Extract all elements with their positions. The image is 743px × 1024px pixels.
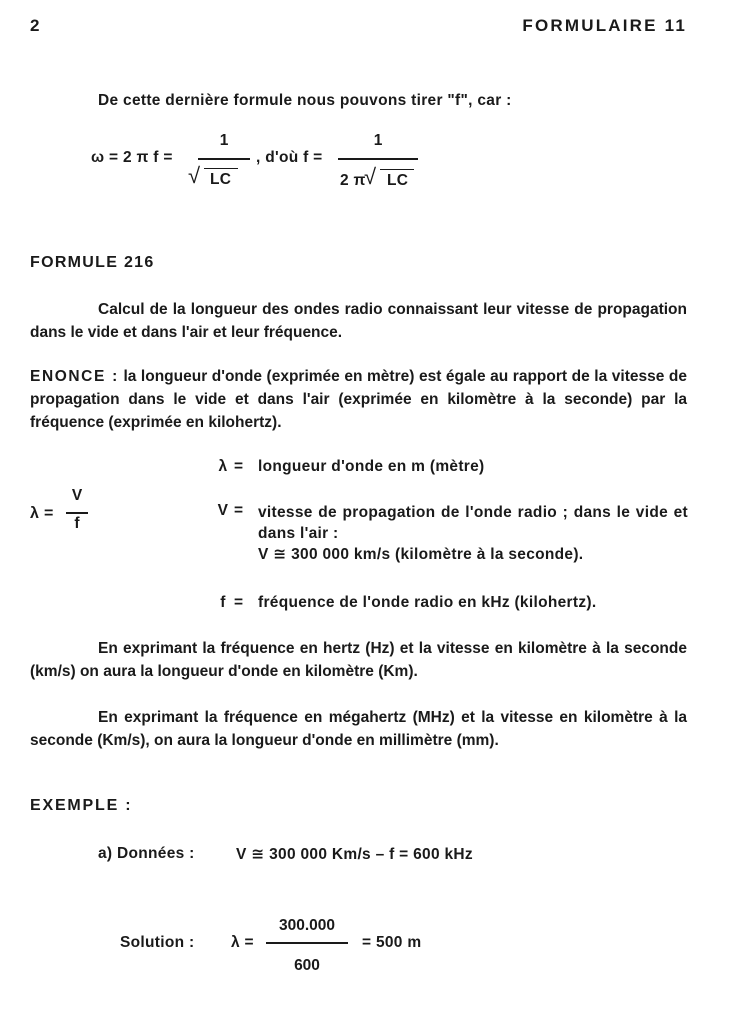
description: Calcul de la longueur des ondes radio connaissant leur vitesse de propagation dans le vide et dans l'air et leur fréquence. [30, 301, 687, 341]
main-fraction-bar [66, 512, 88, 514]
solution-fraction-bar [266, 942, 348, 944]
definition-eq: = [234, 594, 244, 611]
omega-fraction-bar-1 [198, 158, 250, 160]
definition-text: fréquence de l'onde radio en kHz (kilohertz). [258, 594, 597, 611]
paragraph-hz: En exprimant la fréquence en hertz (Hz) et la vitesse en kilomètre à la seconde (km/s) on aura la longueur d'onde en kilomètre (Km). [30, 640, 687, 680]
definition-eq: = [234, 458, 244, 475]
enonce-text: la longueur d'onde (exprimée en mètre) est égale au rapport de la vitesse de propagation dans le vide et dans l'air (exprimée en kilomètre à la seconde) par la fréquence (exprimée en kilohertz). [30, 368, 687, 431]
page-number: 2 [30, 16, 40, 35]
omega-fraction-bar-2 [338, 158, 418, 160]
solution-denominator: 600 [294, 957, 320, 974]
definition-text: longueur d'onde en m (mètre) [258, 458, 485, 475]
omega-den2-prefix: 2 π [340, 172, 366, 189]
formula-title: FORMULE 216 [30, 254, 155, 271]
definition-extra: V ≅ 300 000 km/s (kilomètre à la seconde). [258, 546, 584, 563]
main-lhs: λ = [30, 505, 54, 522]
enonce [30, 365, 687, 434]
definition-symbol: V [217, 502, 229, 519]
solution-result: = 500 m [362, 934, 422, 951]
main-denominator: f [74, 515, 80, 532]
sqrt-overline-2 [380, 169, 414, 170]
definition-symbol: f [220, 594, 226, 611]
sqrt-overline-1 [204, 168, 238, 169]
solution-lhs: λ = [231, 934, 254, 951]
sqrt-icon: √ [188, 163, 201, 188]
definition-symbol: λ [218, 458, 228, 475]
definition-text: vitesse de propagation de l'onde radio ; dans le vide et dans l'air : [258, 504, 688, 542]
omega-lhs: ω = 2 π f = [91, 149, 173, 166]
sqrt-icon: √ [364, 164, 377, 189]
omega-den1: LC [210, 171, 232, 188]
omega-middle: , d'où f = [256, 149, 323, 166]
definition-eq: = [234, 502, 244, 519]
omega-num1: 1 [219, 132, 229, 149]
running-title: FORMULAIRE 11 [522, 16, 687, 35]
paragraph-mhz: En exprimant la fréquence en mégahertz (MHz) et la vitesse en kilomètre à la seconde (Km/s), on aura la longueur d'onde en millimètre (mm). [30, 709, 687, 749]
enonce-label: ENONCE : [30, 368, 119, 385]
intro-text: De cette dernière formule nous pouvons tirer "f", car : [98, 92, 512, 109]
solution-numerator: 300.000 [278, 917, 336, 934]
example-data-value: V ≅ 300 000 Km/s – f = 600 kHz [236, 846, 473, 863]
main-numerator: V [71, 487, 83, 504]
example-data-label: a) Données : [98, 845, 195, 862]
omega-den2: LC [387, 172, 409, 189]
example-title: EXEMPLE : [30, 797, 133, 814]
solution-label: Solution : [120, 934, 195, 951]
omega-num2: 1 [373, 132, 383, 149]
